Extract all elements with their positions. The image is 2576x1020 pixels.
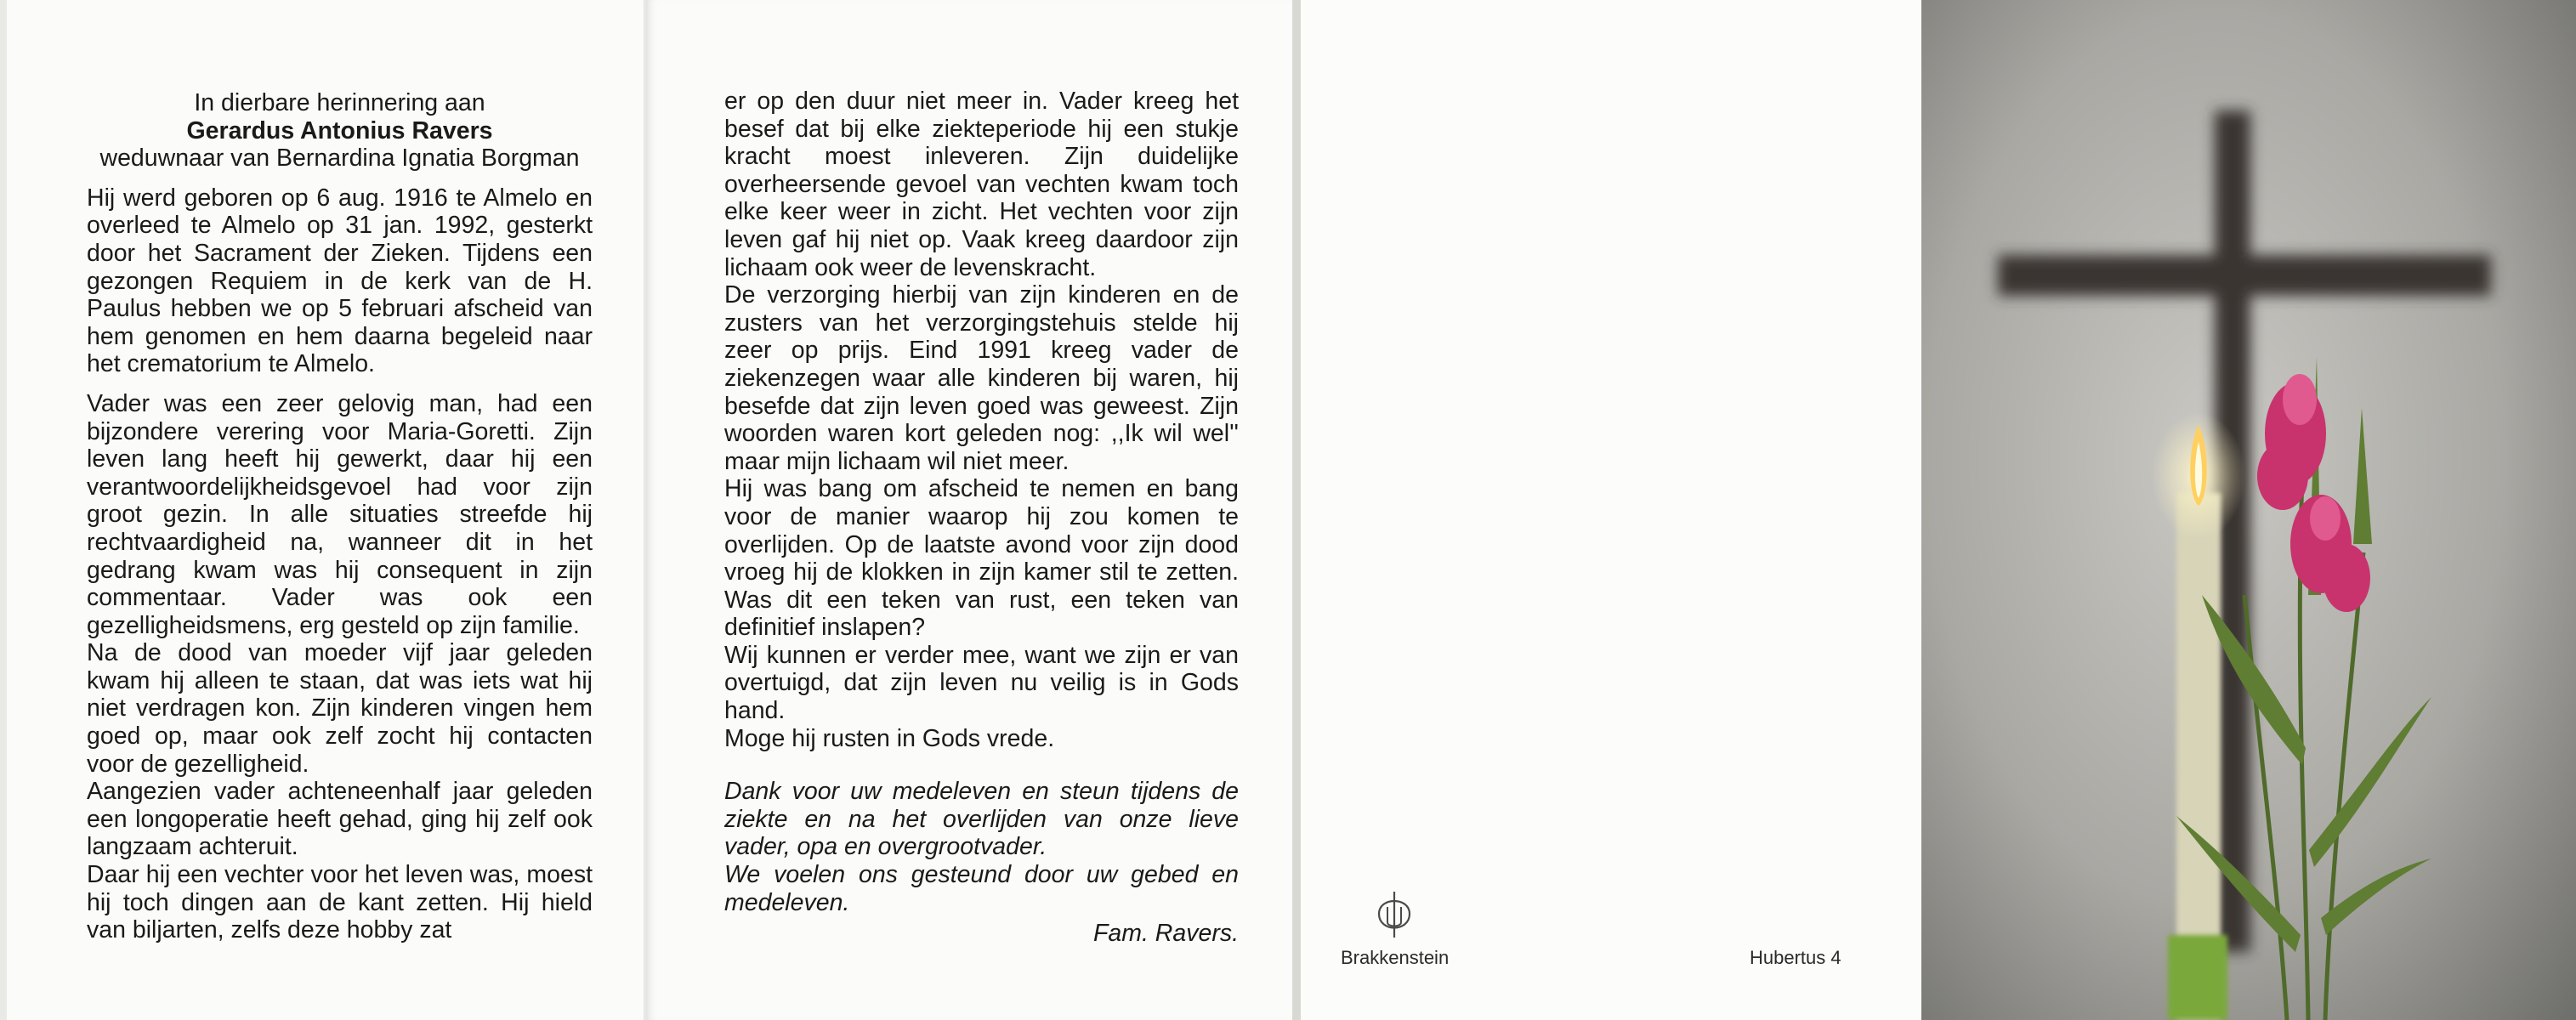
thanks-text: Dank voor uw medeleven en steun tijdens de ziekte en na het overlijden van onze lieve vader, opa en overgrootvader. (724, 778, 1239, 861)
memorial-text-column-2 (724, 88, 1239, 948)
card-page-back (1301, 0, 1921, 1020)
paragraph-continuation: er op den duur niet meer in. Vader kreeg het besef dat bij elke ziekteperiode hij een stukje kracht moest inleveren. Zijn duidelijke overheersende gevoel van vechten kwam toch elke keer weer in zicht. Het vechten voor zijn leven gaf hij niet op. Vaak kreeg daardoor zijn lichaam ook weer de levenskracht. (724, 88, 1239, 281)
heading: In dierbare herinnering aan (194, 89, 485, 116)
brakkenstein-logo-icon (1370, 888, 1418, 941)
family-signature: Fam. Ravers. (1092, 920, 1239, 948)
paragraph-mother: Na de dood van moeder vijf jaar geleden kwam hij alleen te staan, dat was iets wat hij niet verdragen kon. Zijn kinderen vingen hem goed op, maar ook zelf zocht hij contacten voor de gezelligheid. (87, 639, 593, 778)
paragraph-character: Vader was een zeer gelovig man, had een bijzondere verering voor Maria-Goretti. Zijn leven lang heeft hij gewerkt, daar hij een verantwoordelijkheidsgevoel had voor zijn groot gezin. In alle situaties streefde hij rechtvaardigheid na, wanneer dit in het gedrang kwam was hij consequent in zijn commentaar. Vader was ook een gezelligheidsmens, erg gesteld op zijn familie. (87, 389, 593, 639)
paragraph-faith: Wij kunnen er verder mee, want we zijn er van overtuigd, dat zijn leven nu veilig is in Gods hand. (724, 641, 1239, 725)
widower-line: weduwnaar van Bernardina Ignatia Borgman (99, 144, 580, 173)
paragraph-birth-death: Hij werd geboren op 6 aug. 1916 te Almelo en overleed te Almelo op 31 jan. 1992, gesterkt door het Sacrament der Zieken. Tijdens een gezongen Requiem in de kerk van de H. Paulus hebben we op 5 februari afscheid van hem genomen en hem daarna begeleid naar het crematorium te Almelo. (87, 184, 593, 378)
series-number: Hubertus 4 (1750, 947, 1841, 968)
paragraph-operation: Aangezien vader achteneenhalf jaar geleden een longoperatie heeft gehad, ging hij zelf ook langzaam achteruit. (87, 778, 593, 861)
deceased-name: Gerardus Antonius Ravers (186, 116, 493, 144)
paragraph-farewell: Hij was bang om afscheid te nemen en bang voor de manier waarop hij zou komen te overlijden. Op de laatste avond voor zijn dood vroeg hij de klokken in zijn kamer stil te zetten. Was dit een teken van rust, een teken van definitief inslapen? (724, 475, 1239, 642)
thanks-text-2: We voelen ons gesteund door uw gebed en medeleven. (724, 861, 1239, 916)
paragraph-fighter: Daar hij een vechter voor het leven was, moest hij toch dingen aan de kant zetten. Hij hield van biljarten, zelfs deze hobby zat (87, 861, 593, 944)
fold-gap (1292, 0, 1301, 1020)
card-page-photo (1921, 0, 2576, 1020)
paragraph-rest: Moge hij rusten in Gods vrede. (724, 724, 1055, 752)
paragraph-care: De verzorging hierbij van zijn kinderen en de zusters van het verzorgingstehuis stelde hij zeer op prijs. Eind 1991 kreeg vader de ziekenzegen waar alle kinderen bij waren, hij besefde dat zijn leven goed was geweest. Zijn woorden waren kort geleden nog: ,,Ik wil wel'' maar mijn lichaam wil niet meer. (724, 281, 1239, 475)
card-page-middle (646, 0, 1292, 1020)
publisher-label: Brakkenstein (1341, 947, 1450, 968)
green-glass (2168, 935, 2227, 1020)
cross-candle-flowers-photo (1921, 0, 2576, 1020)
memorial-text-column-1 (87, 89, 593, 944)
card-page-left (7, 0, 644, 1020)
